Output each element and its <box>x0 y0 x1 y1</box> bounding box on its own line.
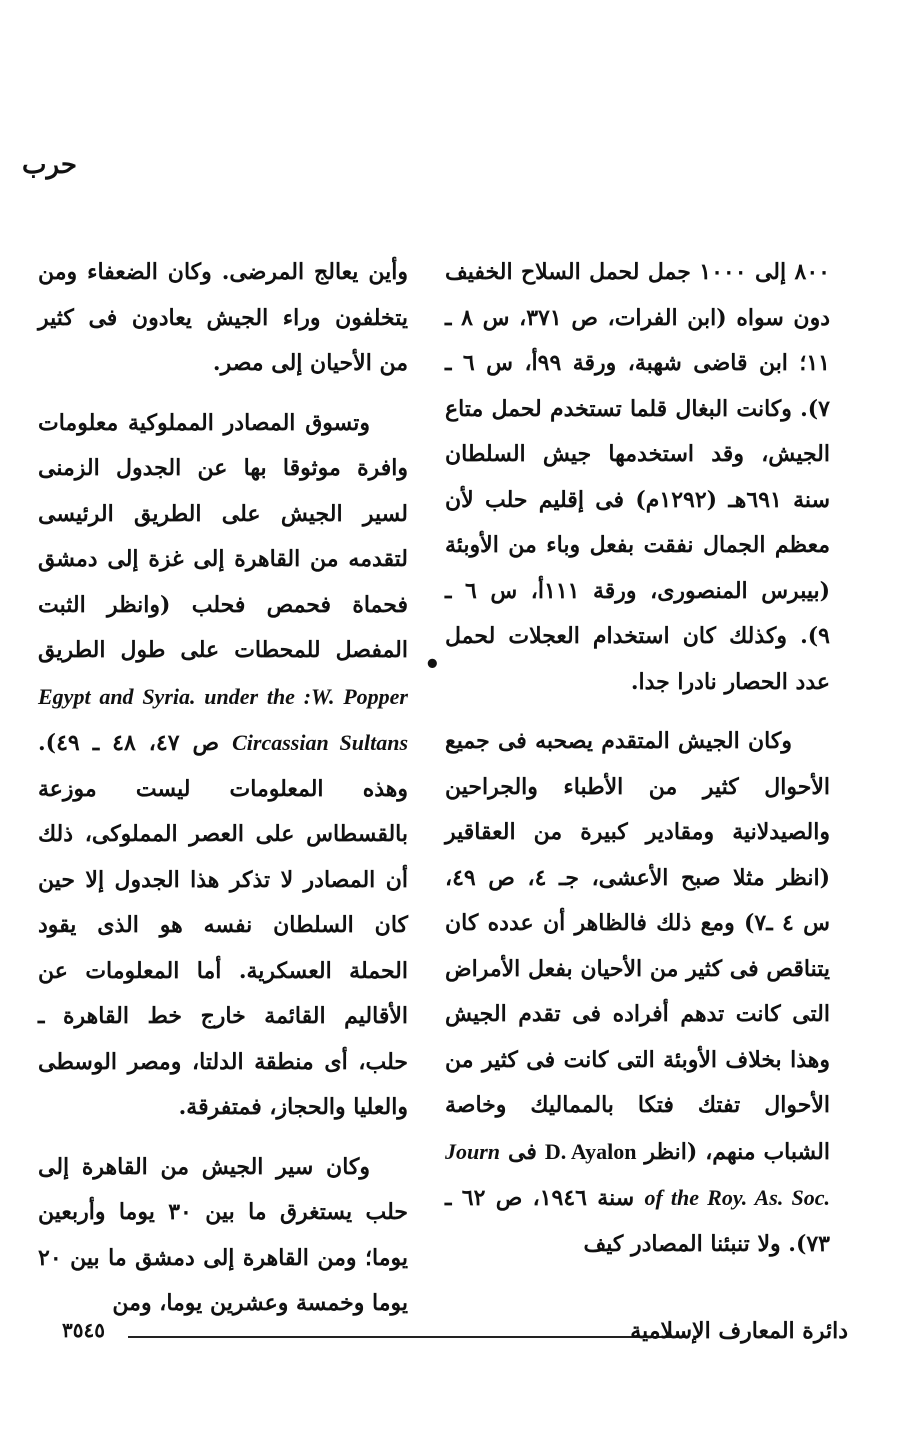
page-number: ٣٥٤٥ <box>62 1318 105 1342</box>
right-paragraph-2-text-a: وكان الجيش المتقدم يصحبه فى جميع الأحوال كثير من الأطباء والجراحين والصيدلانية ومقادير كبيرة من العقاقير (انظر مثلا صبح الأعشى، جـ ٤، ص ٤٩، س ٤ ـ٧) ومع ذلك فالظاهر أن عدده كان يتناقص فى كثير من الأحيان بفعل الأمراض التى كانت تدهم أفراده فى تقدم الجيش وهذا بخلاف الأوبئة التى كانت فى كثير من الأحوال تفتك فتكا بالمماليك وخاصة الشباب منهم، (انظر <box>445 728 831 1165</box>
left-column <box>38 250 408 1341</box>
right-paragraph-2 <box>445 719 830 1267</box>
right-paragraph-2-text-c: سنة ١٩٤٦، ص ٦٢ ـ ٧٣). ولا تنبئنا المصادر كيف <box>445 1185 830 1257</box>
page-footer <box>40 1318 848 1348</box>
margin-bullet: • <box>424 650 441 680</box>
left-paragraph-3: وكان سير الجيش من القاهرة إلى حلب يستغرق ما بين ٣٠ يوما وأربعين يوما؛ ومن القاهرة إلى دمشق ما بين ٢٠ يوما وخمسة وعشرين يوما، ومن <box>38 1153 409 1316</box>
footer-rule <box>128 1336 688 1338</box>
footer-title: دائرة المعارف الإسلامية <box>630 1318 848 1344</box>
latin-citation-popper: Egypt and Syria. under the :W. Popper Circassian Sultans <box>38 683 409 755</box>
left-paragraph-1: وأين يعالج المرضى. وكان الضعفاء ومن يتخلفون وراء الجيش يعادون فى كثير من الأحيان إلى مصر. <box>38 259 408 376</box>
right-column <box>445 250 830 1281</box>
right-paragraph-2-text-b: فى <box>508 1138 537 1165</box>
left-paragraph-2 <box>38 401 408 1131</box>
left-paragraph-2-text-b: ص ٤٧، ٤٨ ـ ٤٩). وهذه المعلومات ليست موزعة بالقسطاس على العصر المملوكى، ذلك أن المصادر لا تذكر هذا الجدول إلا حين كان السلطان نفسه هو الذى يقود الحملة العسكرية. أما المعلومات عن الأقاليم القائمة خارج خط القاهرة ـ حلب، أى منطقة الدلتا، ومصر الوسطى والعليا والحجاز، فمتفرقة. <box>38 730 408 1120</box>
running-title: حرب <box>22 150 77 180</box>
latin-citation-ayalon: D. Ayalon <box>544 1138 637 1164</box>
right-paragraph-1: ٨٠٠ إلى ١٠٠٠ جمل لحمل السلاح الخفيف دون سواه (ابن الفرات، ص ٣٧١، س ٨ ـ ١١؛ ابن قاضى شهبة، ورقة ٩٩أ، س ٦ ـ ٧). وكانت البغال قلما تستخدم لحمل متاع الجيش، وقد استخدمها جيش السلطان سنة ٦٩١هـ (١٢٩٢م) فى إقليم حلب لأن معظم الجمال نفقت بفعل وباء من الأوبئة (بيبرس المنصورى، ورقة ١١١أ، س ٦ ـ ٩). وكذلك كان استخدام العجلات لحمل عدد الحصار نادرا جدا. <box>445 259 831 695</box>
left-paragraph-2-text-a: وتسوق المصادر المملوكية معلومات وافرة موثوقا بها عن الجدول الزمنى لسير الجيش على الطريق الرئيسى لتقدمه من القاهرة إلى غزة إلى دمشق فحماة فحمص فحلب (وانظر الثبت المفصل للمحطات على طول الطريق <box>38 409 408 663</box>
latin-citation-journal: Journ of the Roy. As. Soc. <box>445 1138 830 1210</box>
